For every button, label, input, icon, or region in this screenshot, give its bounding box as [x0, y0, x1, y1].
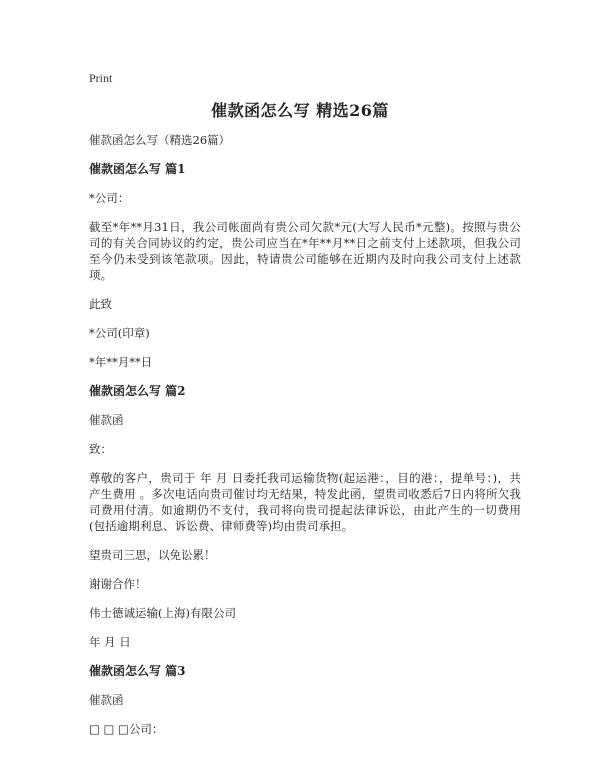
- closing: 此致: [89, 297, 112, 311]
- section-heading: 催款函怎么写 篇2: [89, 384, 186, 398]
- letter-body: 截至*年**月31日，我公司帐面尚有贵公司欠款*元(大写人民币*元整)。按照与贵公司的有关合同协议的约定，贵公司应当在*年**月**日之前支付上述款项，但我公司至今仍未受到该笔款项。因此，特请贵公司能够在近期内及时向我公司支付上述款项。: [89, 220, 521, 282]
- document-title: 催款函怎么写 精选26篇: [211, 101, 389, 120]
- letter-line: 望贵司三思，以免讼累！: [89, 548, 216, 562]
- section-heading: 催款函怎么写 篇1: [89, 162, 186, 176]
- letter-line: 谢谢合作！: [89, 577, 147, 591]
- letter-title: 催款函: [89, 693, 124, 707]
- letter-title: 催款函: [89, 413, 124, 427]
- signature: 伟士德诚运输(上海)有限公司: [89, 606, 236, 620]
- salutation: *公司：: [89, 191, 130, 205]
- letter-body: 尊敬的客户，贵司于 年 月 日委托我司运输货物(起运港：，目的港：，提单号：)，共产生费用 。多次电话向贵司催讨均无结果，特发此函，望贵司收悉后7日内将所欠我司费用付清。如逾期仍不支付，我司将向贵司提起法律诉讼，由此产生的一切费用(包括逾期利息、诉讼费、律师费等)均由贵司承担。: [89, 471, 521, 533]
- salutation: □ □ □公司：: [89, 722, 164, 736]
- section-heading: 催款函怎么写 篇3: [89, 664, 186, 678]
- signature: *公司(印章): [89, 326, 150, 340]
- letter-date: 年 月 日: [89, 635, 131, 649]
- document-subtitle: 催款函怎么写（精选26篇）: [89, 133, 231, 147]
- print-label: Print: [89, 71, 113, 85]
- letter-date: *年**月**日: [89, 355, 153, 369]
- salutation: 致：: [89, 442, 112, 456]
- document-body: [89, 132, 521, 750]
